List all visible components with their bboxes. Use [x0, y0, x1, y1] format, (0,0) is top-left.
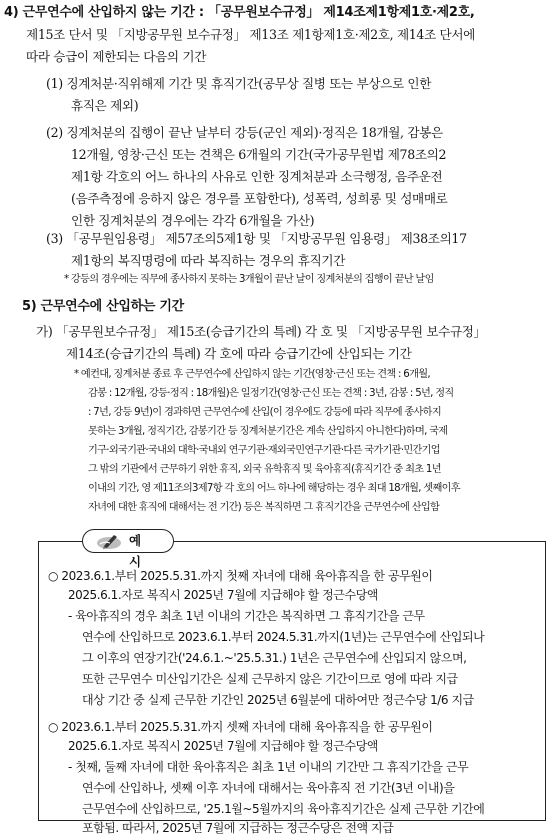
- item-ga: 제14조(승급기간의 특례) 각 호에 따라 승급기간에 산입되는 기간: [66, 346, 412, 361]
- pencil-icon: [95, 532, 123, 550]
- item-3: (3) 「공무원임용령」 제57조의5제1항 및 「지방공무원 임용령」 제38조의17: [46, 231, 467, 246]
- section-4-text: 제15조 단서 및 「지방공무원 보수규정」 제13조 제1항제1호·제2호, 제14조 단서에: [26, 27, 476, 42]
- example-item-2: 2025.6.1.자로 복직시 2025년 7월에 지급해야 할 정근수당액: [68, 739, 378, 753]
- example-item-1-detail: 연수에 산입하므로 2023.6.1.부터 2024.5.31.까지(1년)는 근무연수에 산입되나: [82, 630, 485, 644]
- note-text: 기구·외국기관·국내외 대학·국내외 연구기관·재외국민연구기관·다른 국가기관·민간기업: [88, 445, 440, 456]
- section-4-heading: 4) 근무연수에 산입하지 않는 기간 : 「공무원보수규정」 제14조제1항제1호·제2호,: [4, 5, 475, 20]
- note-text: * 예컨대, 징계처분 종료 후 근무연수에 산입하지 않는 기간(영창·근신 또는 견책 : 6개월,: [74, 369, 430, 380]
- example-item-2-detail: - 첫째, 둘째 자녀에 대한 육아휴직은 최초 1년 이내의 기간만 그 휴직기간을 근무: [68, 760, 469, 774]
- example-item-1: ○ 2023.6.1.부터 2025.5.31.까지 첫째 자녀에 대해 육아휴직을 한 공무원이: [48, 569, 433, 583]
- example-item-2: ○ 2023.6.1.부터 2025.5.31.까지 셋째 자녀에 대해 육아휴직을 한 공무원이: [48, 720, 433, 734]
- example-label: 예 시: [129, 533, 148, 569]
- note-text: 그 밖의 기관에서 근무하기 위한 휴직, 외국 유학휴직 및 육아휴직(휴직기간 중 최초 1년: [88, 464, 441, 475]
- note-text: : 7년, 강등 9년)이 경과하면 근무연수에 산입(이 경우에도 강등에 따라 직무에 종사하지: [88, 407, 441, 418]
- example-box: [38, 541, 546, 821]
- item-1: 휴직은 제외): [71, 98, 139, 113]
- note-text: 감봉 : 12개월, 강등·정직 : 18개월)은 일정기간(영창·근신 또는 견책 : 3년, 감봉 : 5년, 정직: [88, 388, 454, 399]
- item-3: 제1항의 복직명령에 따라 복직하는 경우의 휴직기간: [71, 253, 346, 268]
- section-5-heading: 5) 근무연수에 산입하는 기간: [22, 299, 184, 314]
- item-2: 인한 징계처분의 경우에는 각각 6개월을 가산): [71, 213, 315, 228]
- example-item-1-detail: - 육아휴직의 경우 최초 1년 이내의 기간은 복직하면 그 휴직기간을 근무: [68, 609, 425, 623]
- example-item-2-detail: 포함됨. 따라서, 2025년 7월에 지급하는 정근수당은 전액 지급: [82, 821, 394, 835]
- example-item-1-detail: 그 이후의 연장기간('24.6.1.~'25.5.31.) 1년은 근무연수에 산입되지 않으며,: [82, 651, 467, 665]
- item-2: 제1항 각호의 어느 하나의 사유로 인한 징계처분과 소극행정, 음주운전: [71, 169, 443, 184]
- item-2: (음주측정에 응하지 않은 경우를 포함한다), 성폭력, 성희롱 및 성매매로: [71, 191, 448, 206]
- example-item-2-detail: 근무연수에 산입하므로, '25.1월~5월까지의 육아휴직기간은 실제 근무한 기간에: [82, 802, 485, 816]
- example-item-1-detail: 또한 근무연수 미산입기간은 실제 근무하지 않은 기간이므로 영에 따라 지급: [82, 672, 458, 686]
- item-2: (2) 징계처분의 집행이 끝난 날부터 강등(군인 제외)·정직은 18개월, 감봉은: [46, 125, 443, 140]
- section-4-text: 따라 승급이 제한되는 다음의 기간: [26, 49, 207, 64]
- note-text: 자녀에 대한 휴직에 대해서는 전 기간) 등은 복직하면 그 휴직기간을 근무연수에 산입함: [88, 502, 440, 513]
- item-ga: 가) 「공무원보수규정」 제15조(승급기간의 특례) 각 호 및 「지방공무원 보수규정」: [36, 324, 486, 339]
- example-tag: [82, 529, 174, 569]
- note-text: 이내의 기간, 영 제11조의3제7항 각 호의 어느 하나에 해당하는 경우 최대 18개월, 셋째이후: [88, 483, 460, 494]
- item-1: (1) 징계처분·직위해제 기간 및 휴직기간(공무상 질병 또는 부상으로 인한: [46, 76, 432, 91]
- example-item-1: 2025.6.1.자로 복직시 2025년 7월에 지급해야 할 정근수당액: [68, 588, 378, 602]
- example-item-1-detail: 대상 기간 중 실제 근무한 기간인 2025년 6월분에 대하여만 정근수당 1/6 지급: [82, 693, 474, 707]
- note-text: 못하는 3개월, 정직기간, 감봉기간 등 징계처분기간은 계속 산입하지 아니한다)하며, 국제: [88, 426, 448, 437]
- note-text: * 강등의 경우에는 직무에 종사하지 못하는 3개월이 끝난 날이 징계처분의 집행이 끝난 날임: [64, 274, 434, 285]
- example-item-2-detail: 연수에 산입하나, 셋째 이후 자녀에 대해서는 육아휴직 전 기간(3년 이내)을: [82, 781, 455, 795]
- item-2: 12개월, 영창·근신 또는 견책은 6개월의 기간(국가공무원법 제78조의2: [71, 147, 447, 162]
